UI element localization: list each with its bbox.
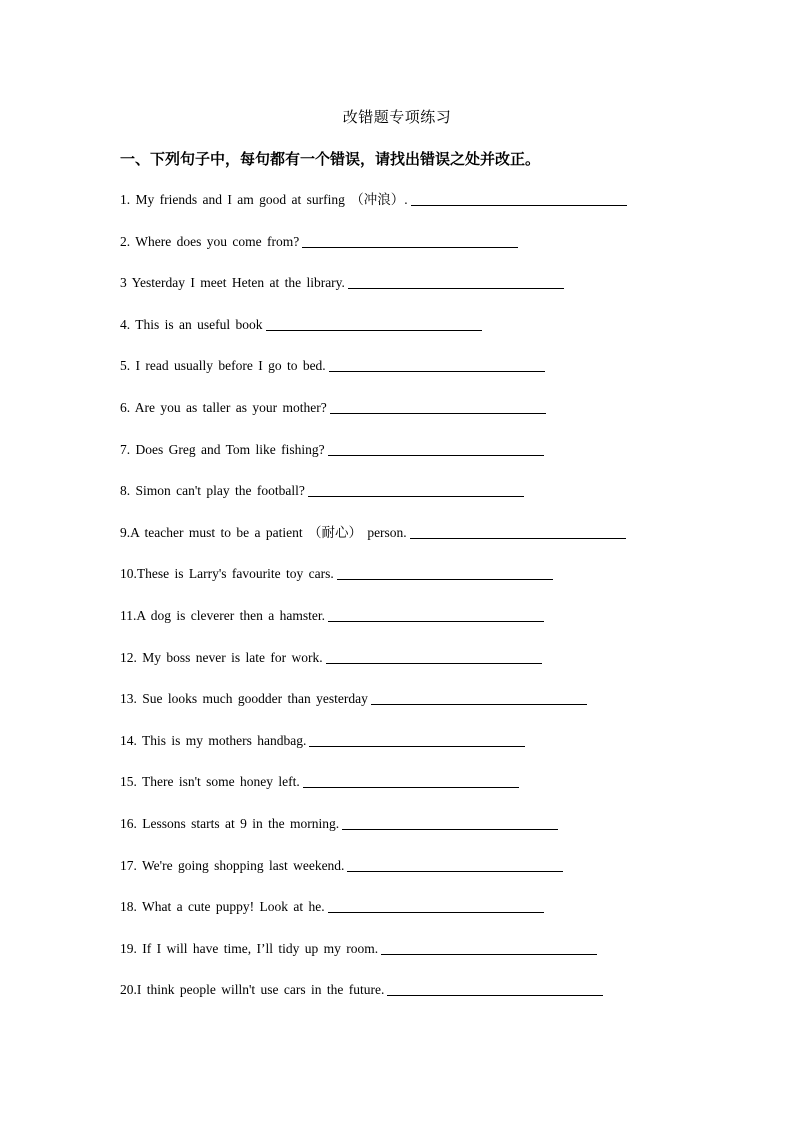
question-text: 11.A dog is cleverer then a hamster. (120, 607, 325, 623)
question-item (120, 190, 720, 232)
question-item (120, 939, 720, 981)
answer-line (371, 689, 587, 705)
question-text: 3 Yesterday I meet Heten at the library. (120, 275, 345, 291)
question-item (120, 648, 720, 690)
answer-line (328, 440, 544, 456)
question-text: 18. What a cute puppy! Look at he. (120, 899, 325, 915)
question-item (120, 440, 720, 482)
question-text: 2. Where does you come from? (120, 233, 300, 249)
question-item (120, 814, 720, 856)
page-title: 改错题专项练习 (342, 110, 452, 126)
question-text: 15. There isn't some honey left. (120, 774, 300, 790)
question-item (120, 772, 720, 814)
question-text: 13. Sue looks much goodder than yesterday (120, 691, 368, 707)
question-item (120, 356, 720, 398)
answer-line (410, 523, 626, 539)
question-item (120, 606, 720, 648)
question-item (120, 481, 720, 523)
question-item (120, 564, 720, 606)
question-text: 10.These is Larry's favourite toy cars. (120, 566, 334, 582)
answer-line (329, 356, 545, 372)
question-text: 5. I read usually before I go to bed. (120, 358, 326, 374)
question-text: 19. If I will have time, I’ll tidy up my room. (120, 940, 379, 956)
question-text: 16. Lessons starts at 9 in the morning. (120, 815, 340, 831)
answer-line (348, 273, 564, 289)
section-heading: 一、下列句子中，每句都有一个错误，请找出错误之处并改正。 (120, 150, 541, 168)
answer-line (328, 897, 544, 913)
question-text: 8. Simon can't play the football? (120, 483, 305, 499)
question-item (120, 232, 720, 274)
answer-line (308, 481, 524, 497)
question-text: 20.I think people willn't use cars in the future. (120, 982, 385, 998)
answer-line (337, 564, 553, 580)
answer-line (302, 232, 518, 248)
question-item (120, 398, 720, 440)
question-text: 6. Are you as taller as your mother? (120, 399, 327, 415)
answer-line (381, 939, 597, 955)
answer-line (309, 731, 525, 747)
answer-line (387, 980, 603, 996)
question-item (120, 980, 720, 1022)
answer-line (266, 315, 482, 331)
question-text: 12. My boss never is late for work. (120, 649, 323, 665)
question-text: 4. This is an useful book (120, 316, 263, 332)
question-item (120, 523, 720, 565)
question-text: 1. My friends and I am good at surfing （冲浪）. (120, 192, 408, 207)
answer-line (326, 648, 542, 664)
answer-line (328, 606, 544, 622)
question-list (120, 190, 720, 1022)
question-item (120, 689, 720, 731)
answer-line (411, 190, 627, 206)
question-text: 17. We're going shopping last weekend. (120, 857, 345, 873)
question-text: 7. Does Greg and Tom like fishing? (120, 441, 325, 457)
question-item (120, 897, 720, 939)
answer-line (342, 814, 558, 830)
question-item (120, 856, 720, 898)
answer-line (303, 772, 519, 788)
question-item (120, 315, 720, 357)
question-text: 9.A teacher must to be a patient （耐心） person. (120, 524, 407, 540)
answer-line (347, 856, 563, 872)
question-text: 14. This is my mothers handbag. (120, 732, 307, 748)
answer-line (330, 398, 546, 414)
question-item (120, 273, 720, 315)
question-item (120, 731, 720, 773)
